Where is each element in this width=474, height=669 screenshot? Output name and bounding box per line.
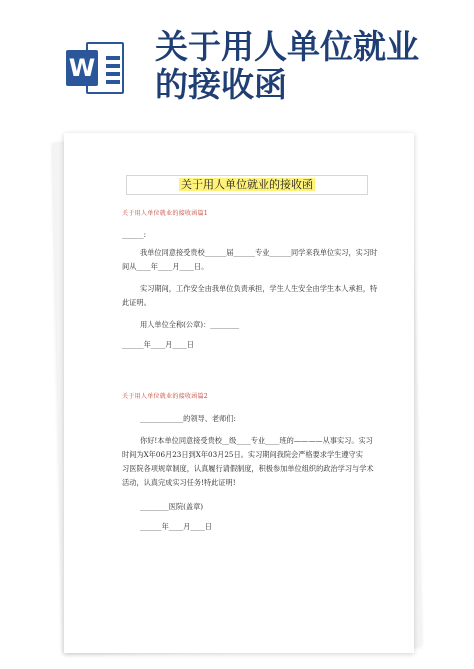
section2-para1-line2: 时间为X年06月23日到X年03月25日。实习期间我院会严格要求学生遵守实	[122, 450, 363, 459]
document-title-box	[126, 175, 368, 195]
word-letter-badge: W	[66, 50, 98, 86]
section1-para1-line1: 我单位同意接受贵校______届______专业______同学来我单位实习，实习时	[140, 248, 378, 257]
document-page	[64, 133, 414, 653]
section1-signature: 用人单位全称(公章)：________	[140, 320, 240, 329]
section1-para2-line2: 此证明。	[122, 298, 151, 307]
section1-para1-line2: 间从____年____月____日。	[122, 262, 209, 271]
section1-para2-line1: 实习期间，工作安全由我单位负责承担，学生人生安全由学生本人承担，特	[140, 284, 378, 293]
section2-signature: ________医院(盖章)	[140, 502, 204, 511]
page-title-line1: 关于用人单位就业	[155, 27, 419, 66]
page-title-line2: 的接收函	[155, 65, 287, 104]
document-title	[127, 176, 367, 194]
section2-para1-line4: 活动，认真完成实习任务!特此证明!	[122, 478, 236, 487]
section2-heading: 关于用人单位就业的接收函篇2	[122, 393, 209, 400]
section2-date: ______年____月____日	[140, 522, 212, 531]
section1-date: ______年____月____日	[122, 340, 194, 349]
header-banner	[0, 0, 474, 118]
section2-salutation: ____________的领导、老师们:	[140, 414, 236, 423]
word-icon	[66, 42, 124, 94]
document-title-text: 关于用人单位就业的接收函	[181, 178, 313, 191]
section2-para1-line3: 习医院各项规章制度，认真履行请假制度，积极参加单位组织的政治学习与学术	[122, 464, 374, 473]
section2-para1-line1: 你好!本单位同意接受贵校__级____专业____班的————从事实习。实习	[140, 436, 373, 445]
page-title	[155, 28, 455, 104]
section1-salutation: ______:	[122, 230, 146, 239]
section1-heading: 关于用人单位就业的接收函篇1	[122, 210, 209, 217]
